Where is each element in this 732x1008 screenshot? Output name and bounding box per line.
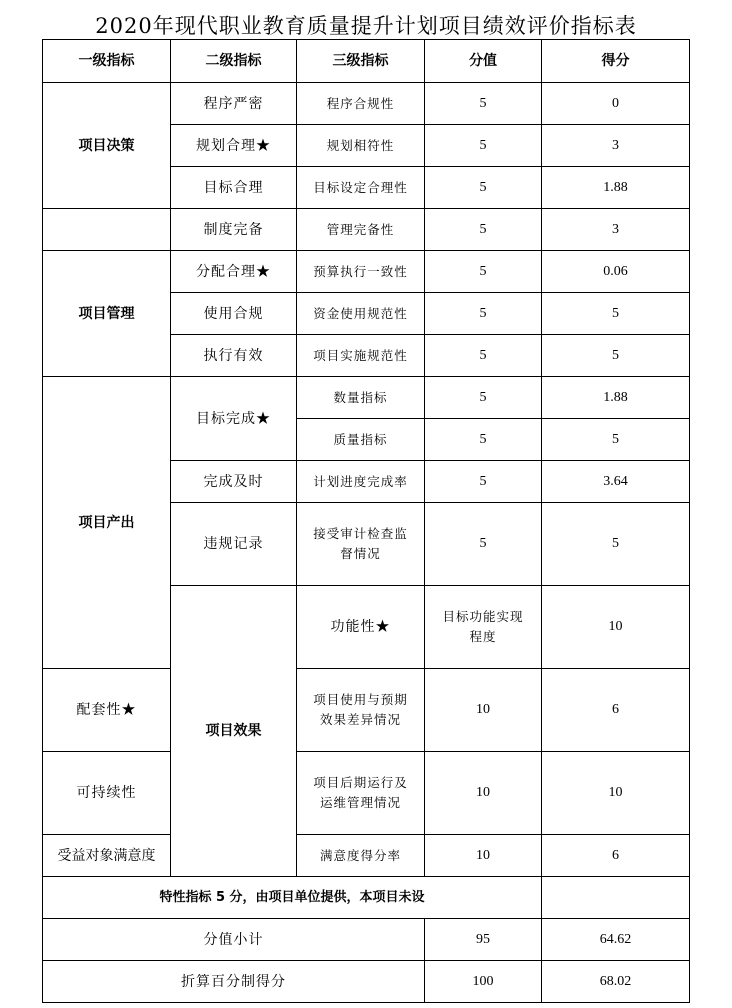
page-title: 2020年现代职业教育质量提升计划项目绩效评价指标表 <box>95 14 637 38</box>
obtained-cell: 5 <box>542 293 690 335</box>
header-level2: 二级指标 <box>171 40 297 83</box>
level2-cell: 执行有效 <box>171 335 297 377</box>
percent-label: 折算百分制得分 <box>43 961 425 1003</box>
table-row <box>43 251 690 293</box>
score-cell: 5 <box>425 377 542 419</box>
score-cell: 5 <box>425 293 542 335</box>
score-cell: 10 <box>542 586 690 669</box>
table-row <box>43 83 690 125</box>
level3-cell: 项目实施规范性 <box>297 335 425 377</box>
table-header-row <box>43 40 690 83</box>
level3-cell: 管理完备性 <box>297 209 425 251</box>
level3-cell: 质量指标 <box>297 419 425 461</box>
obtained-cell: 5 <box>542 503 690 586</box>
percent-score: 100 <box>425 961 542 1003</box>
score-cell: 5 <box>425 251 542 293</box>
level3-cell: 项目使用与预期效果差异情况 <box>297 669 425 752</box>
level2-cell: 可持续性 <box>43 752 171 835</box>
table-row <box>43 669 690 752</box>
level2-cell: 功能性★ <box>297 586 425 669</box>
obtained-cell: 10 <box>542 752 690 835</box>
level3-cell: 目标设定合理性 <box>297 167 425 209</box>
level2-cell: 制度完备 <box>171 209 297 251</box>
score-cell: 5 <box>425 167 542 209</box>
obtained-cell: 3 <box>542 209 690 251</box>
group-effect: 项目效果 <box>171 586 297 877</box>
obtained-cell: 5 <box>542 335 690 377</box>
obtained-cell: 5 <box>542 419 690 461</box>
header-level3: 三级指标 <box>297 40 425 83</box>
level2-cell: 分配合理★ <box>171 251 297 293</box>
level3-cell: 项目后期运行及运维管理情况 <box>297 752 425 835</box>
percent-row <box>43 961 690 1003</box>
subtotal-obtained: 64.62 <box>542 919 690 961</box>
level3-cell: 程序合规性 <box>297 83 425 125</box>
table-row <box>43 377 690 419</box>
level3-cell: 资金使用规范性 <box>297 293 425 335</box>
level1-empty-cell <box>43 209 171 251</box>
level3-cell: 满意度得分率 <box>297 835 425 877</box>
score-cell: 10 <box>425 752 542 835</box>
special-note: 特性指标 5 分，由项目单位提供，本项目未设 <box>43 877 542 919</box>
header-obtained: 得分 <box>542 40 690 83</box>
obtained-cell: 1.88 <box>542 377 690 419</box>
subtotal-label: 分值小计 <box>43 919 425 961</box>
score-cell: 5 <box>425 503 542 586</box>
obtained-cell: 3.64 <box>542 461 690 503</box>
score-cell: 5 <box>425 461 542 503</box>
level3-cell: 接受审计检查监督情况 <box>297 503 425 586</box>
level2-cell: 受益对象满意度 <box>43 835 171 877</box>
group-decision: 项目决策 <box>43 83 171 209</box>
score-cell: 5 <box>425 83 542 125</box>
header-level1: 一级指标 <box>43 40 171 83</box>
special-note-row <box>43 877 690 919</box>
obtained-cell: 0.06 <box>542 251 690 293</box>
level2-cell: 程序严密 <box>171 83 297 125</box>
group-output: 项目产出 <box>43 377 171 669</box>
score-cell: 5 <box>425 335 542 377</box>
level2-cell: 配套性★ <box>43 669 171 752</box>
level3-cell: 规划相符性 <box>297 125 425 167</box>
evaluation-table <box>42 39 690 1003</box>
level2-cell: 完成及时 <box>171 461 297 503</box>
table-row <box>43 209 690 251</box>
table-row <box>43 835 690 877</box>
level2-cell: 目标合理 <box>171 167 297 209</box>
level2-cell: 违规记录 <box>171 503 297 586</box>
level3-cell: 数量指标 <box>297 377 425 419</box>
header-score: 分值 <box>425 40 542 83</box>
score-cell: 5 <box>425 125 542 167</box>
obtained-cell: 0 <box>542 83 690 125</box>
level2-cell: 规划合理★ <box>171 125 297 167</box>
obtained-cell: 6 <box>542 669 690 752</box>
level2-cell: 目标完成★ <box>171 377 297 461</box>
level3-cell: 预算执行一致性 <box>297 251 425 293</box>
score-cell: 10 <box>425 669 542 752</box>
score-cell: 5 <box>425 419 542 461</box>
special-note-empty-cell <box>542 877 690 919</box>
score-cell: 10 <box>425 835 542 877</box>
subtotal-score: 95 <box>425 919 542 961</box>
subtotal-row <box>43 919 690 961</box>
percent-obtained: 68.02 <box>542 961 690 1003</box>
level3-cell: 计划进度完成率 <box>297 461 425 503</box>
score-cell: 5 <box>425 209 542 251</box>
table-row <box>43 752 690 835</box>
level2-cell: 使用合规 <box>171 293 297 335</box>
obtained-cell: 6 <box>542 835 690 877</box>
obtained-cell: 1.88 <box>542 167 690 209</box>
level3-cell: 目标功能实现程度 <box>425 586 542 669</box>
group-management: 项目管理 <box>43 251 171 377</box>
obtained-cell: 3 <box>542 125 690 167</box>
